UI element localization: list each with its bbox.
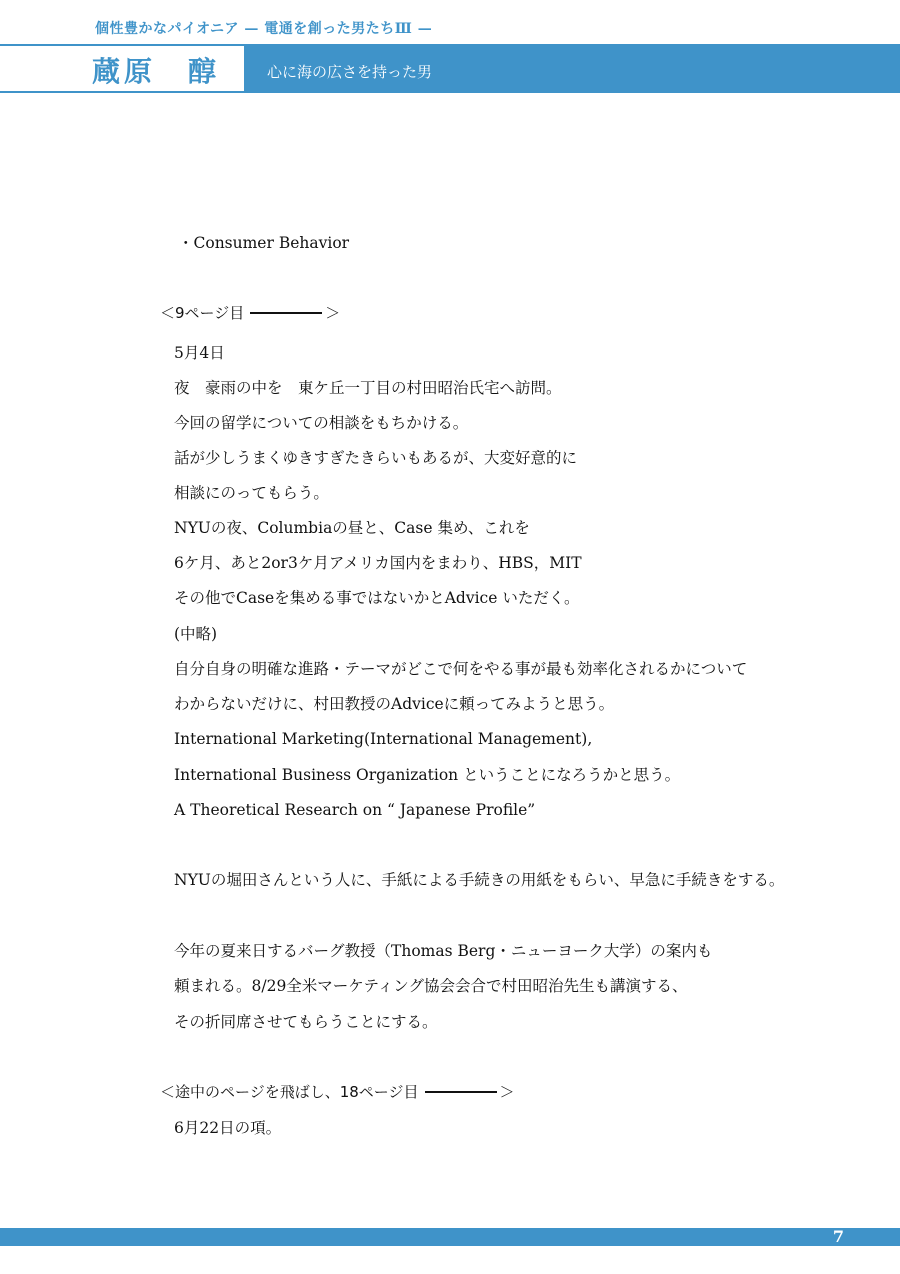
page-marker-18-label: ＜途中のページを飛ばし、18ページ目 xyxy=(160,1083,419,1101)
marker-dash-line xyxy=(250,312,322,314)
text-line: 6ケ月、あと2or3ケ月アメリカ国内をまわり、HBS，MIT xyxy=(174,554,582,572)
text-line: 自分自身の明確な進路・テーマがどこで何をやる事が最も効率化されるかについて xyxy=(174,660,748,678)
text-line: 頼まれる。8/29全米マーケティング協会会合で村田昭治先生も講演する、 xyxy=(174,977,688,995)
marker-close-icon: ＞ xyxy=(325,304,341,322)
text-line: わからないだけに、村田教授のAdviceに頼ってみようと思う。 xyxy=(174,695,615,713)
date-may4: 5月4日 xyxy=(174,344,225,362)
text-line: 今回の留学についての相談をもちかける。 xyxy=(174,414,469,432)
page-number: 7 xyxy=(832,1227,844,1246)
text-line: 今年の夏来日するバーグ教授（Thomas Berg・ニューヨーク大学）の案内も xyxy=(174,942,713,960)
footer-bar xyxy=(0,1228,900,1246)
text-line: (中略) xyxy=(174,625,218,643)
text-line: International Business Organization ということになろうかと思う。 xyxy=(174,766,681,784)
text-line: International Marketing(International Management), xyxy=(174,730,593,748)
text-line: NYUの夜、Columbiaの昼と、Case 集め、これを xyxy=(174,519,530,537)
text-line: NYUの堀田さんという人に、手紙による手続きの用紙をもらい、早急に手続きをする。 xyxy=(174,871,785,889)
page-marker-18 xyxy=(160,1082,515,1102)
text-line: その折同席させてもらうことにする。 xyxy=(174,1013,438,1031)
page-marker-9-label: ＜9ページ目 xyxy=(160,304,245,322)
date-june22: 6月22日の項。 xyxy=(174,1119,282,1137)
marker-dash-line xyxy=(425,1091,497,1093)
text-line: A Theoretical Research on “ Japanese Profile” xyxy=(174,801,536,819)
text-line: その他でCaseを集める事ではないかとAdvice いただく。 xyxy=(174,589,580,607)
marker-close-icon: ＞ xyxy=(499,1083,515,1101)
page-marker-9 xyxy=(160,303,340,323)
text-line: 話が少しうまくゆきすぎたきらいもあるが、大変好意的に xyxy=(174,449,578,467)
text-line: 相談にのってもらう。 xyxy=(174,484,329,502)
consumer-behavior-line: ・Consumer Behavior xyxy=(178,234,350,252)
header-subtitle: 心に海の広さを持った男 xyxy=(267,63,433,81)
text-line: 夜 豪雨の中を 東ケ丘一丁目の村田昭治氏宅へ訪問。 xyxy=(174,379,562,397)
person-name: 蔵原 醇 xyxy=(92,55,221,88)
series-title: 個性豊かなパイオニア — 電通を創った男たちⅢ — xyxy=(95,21,433,37)
